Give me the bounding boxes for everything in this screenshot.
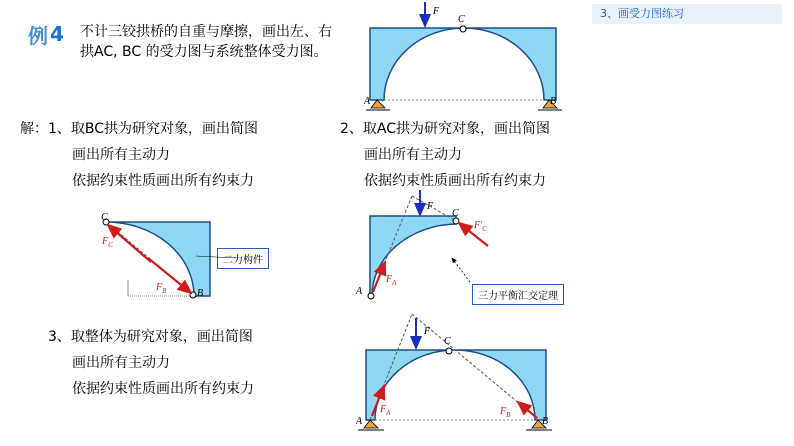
support-a <box>371 100 385 108</box>
ac-member-figure <box>355 190 488 299</box>
ac-label-a: A <box>356 286 363 297</box>
step2-heading: 取AC拱为研究对象，画出简图 <box>362 121 551 137</box>
step3-line3: 依据约束性质画出所有约束力 <box>72 381 254 397</box>
step1-number: 1、 <box>48 121 71 137</box>
step3-heading: 取整体为研究对象，画出简图 <box>70 329 253 345</box>
problem-statement: 不计三铰拱桥的自重与摩擦，画出左、右拱AC, BC 的受力图与系统整体受力图。 <box>80 24 332 60</box>
label-fc: $F_C$ <box>102 236 113 249</box>
label-fb: $F_B$ <box>156 282 167 295</box>
step2-line3: 依据约束性质画出所有约束力 <box>364 173 546 189</box>
whole-label-a: A <box>356 416 363 427</box>
whole-label-b: B <box>542 416 549 427</box>
hinge-c <box>460 26 466 32</box>
step1-line2: 画出所有主动力 <box>72 147 170 163</box>
bc-label-b: B <box>197 288 204 299</box>
label-b: B <box>550 96 557 107</box>
step3-number: 3、 <box>48 329 71 345</box>
whole-label-c: C <box>444 336 451 347</box>
step3-line2: 画出所有主动力 <box>72 355 170 371</box>
example-number: 4 <box>50 22 64 46</box>
label-c: C <box>458 14 465 25</box>
ac-label-c: C <box>452 208 459 219</box>
bc-label-c: C <box>101 212 108 223</box>
label-f: F <box>433 6 440 17</box>
step1-heading: 取BC拱为研究对象，画出简图 <box>70 121 259 137</box>
step2-line2: 画出所有主动力 <box>364 147 462 163</box>
ac-label-f: F <box>427 201 434 212</box>
step2-number: 2、 <box>340 121 363 137</box>
whole-label-f: F <box>424 326 431 337</box>
label-a: A <box>364 96 371 107</box>
force-fc-arrow <box>108 225 151 262</box>
label-fa: $F_A$ <box>386 274 397 287</box>
solution-prefix: 解： <box>20 121 48 137</box>
step1-line3: 依据约束性质画出所有约束力 <box>72 173 254 189</box>
ac-member <box>370 216 456 296</box>
top-arch-member <box>370 28 556 100</box>
three-force-note: 三力平衡汇交定理 <box>472 284 564 305</box>
label-fc-prime: $F'_C$ <box>474 220 487 233</box>
whole-label-fb: $F_B$ <box>500 406 511 419</box>
example-label: 例 <box>28 24 48 48</box>
whole-label-fa: $F_A$ <box>380 404 391 417</box>
two-force-note: 二力构件 <box>217 248 269 269</box>
whole-structure-figure <box>355 314 552 430</box>
whole-arch-member <box>366 350 546 420</box>
top-arch-figure <box>363 2 562 110</box>
section-tag[interactable]: 3、画受力图练习 <box>592 4 782 24</box>
bc-member-figure <box>101 212 236 299</box>
